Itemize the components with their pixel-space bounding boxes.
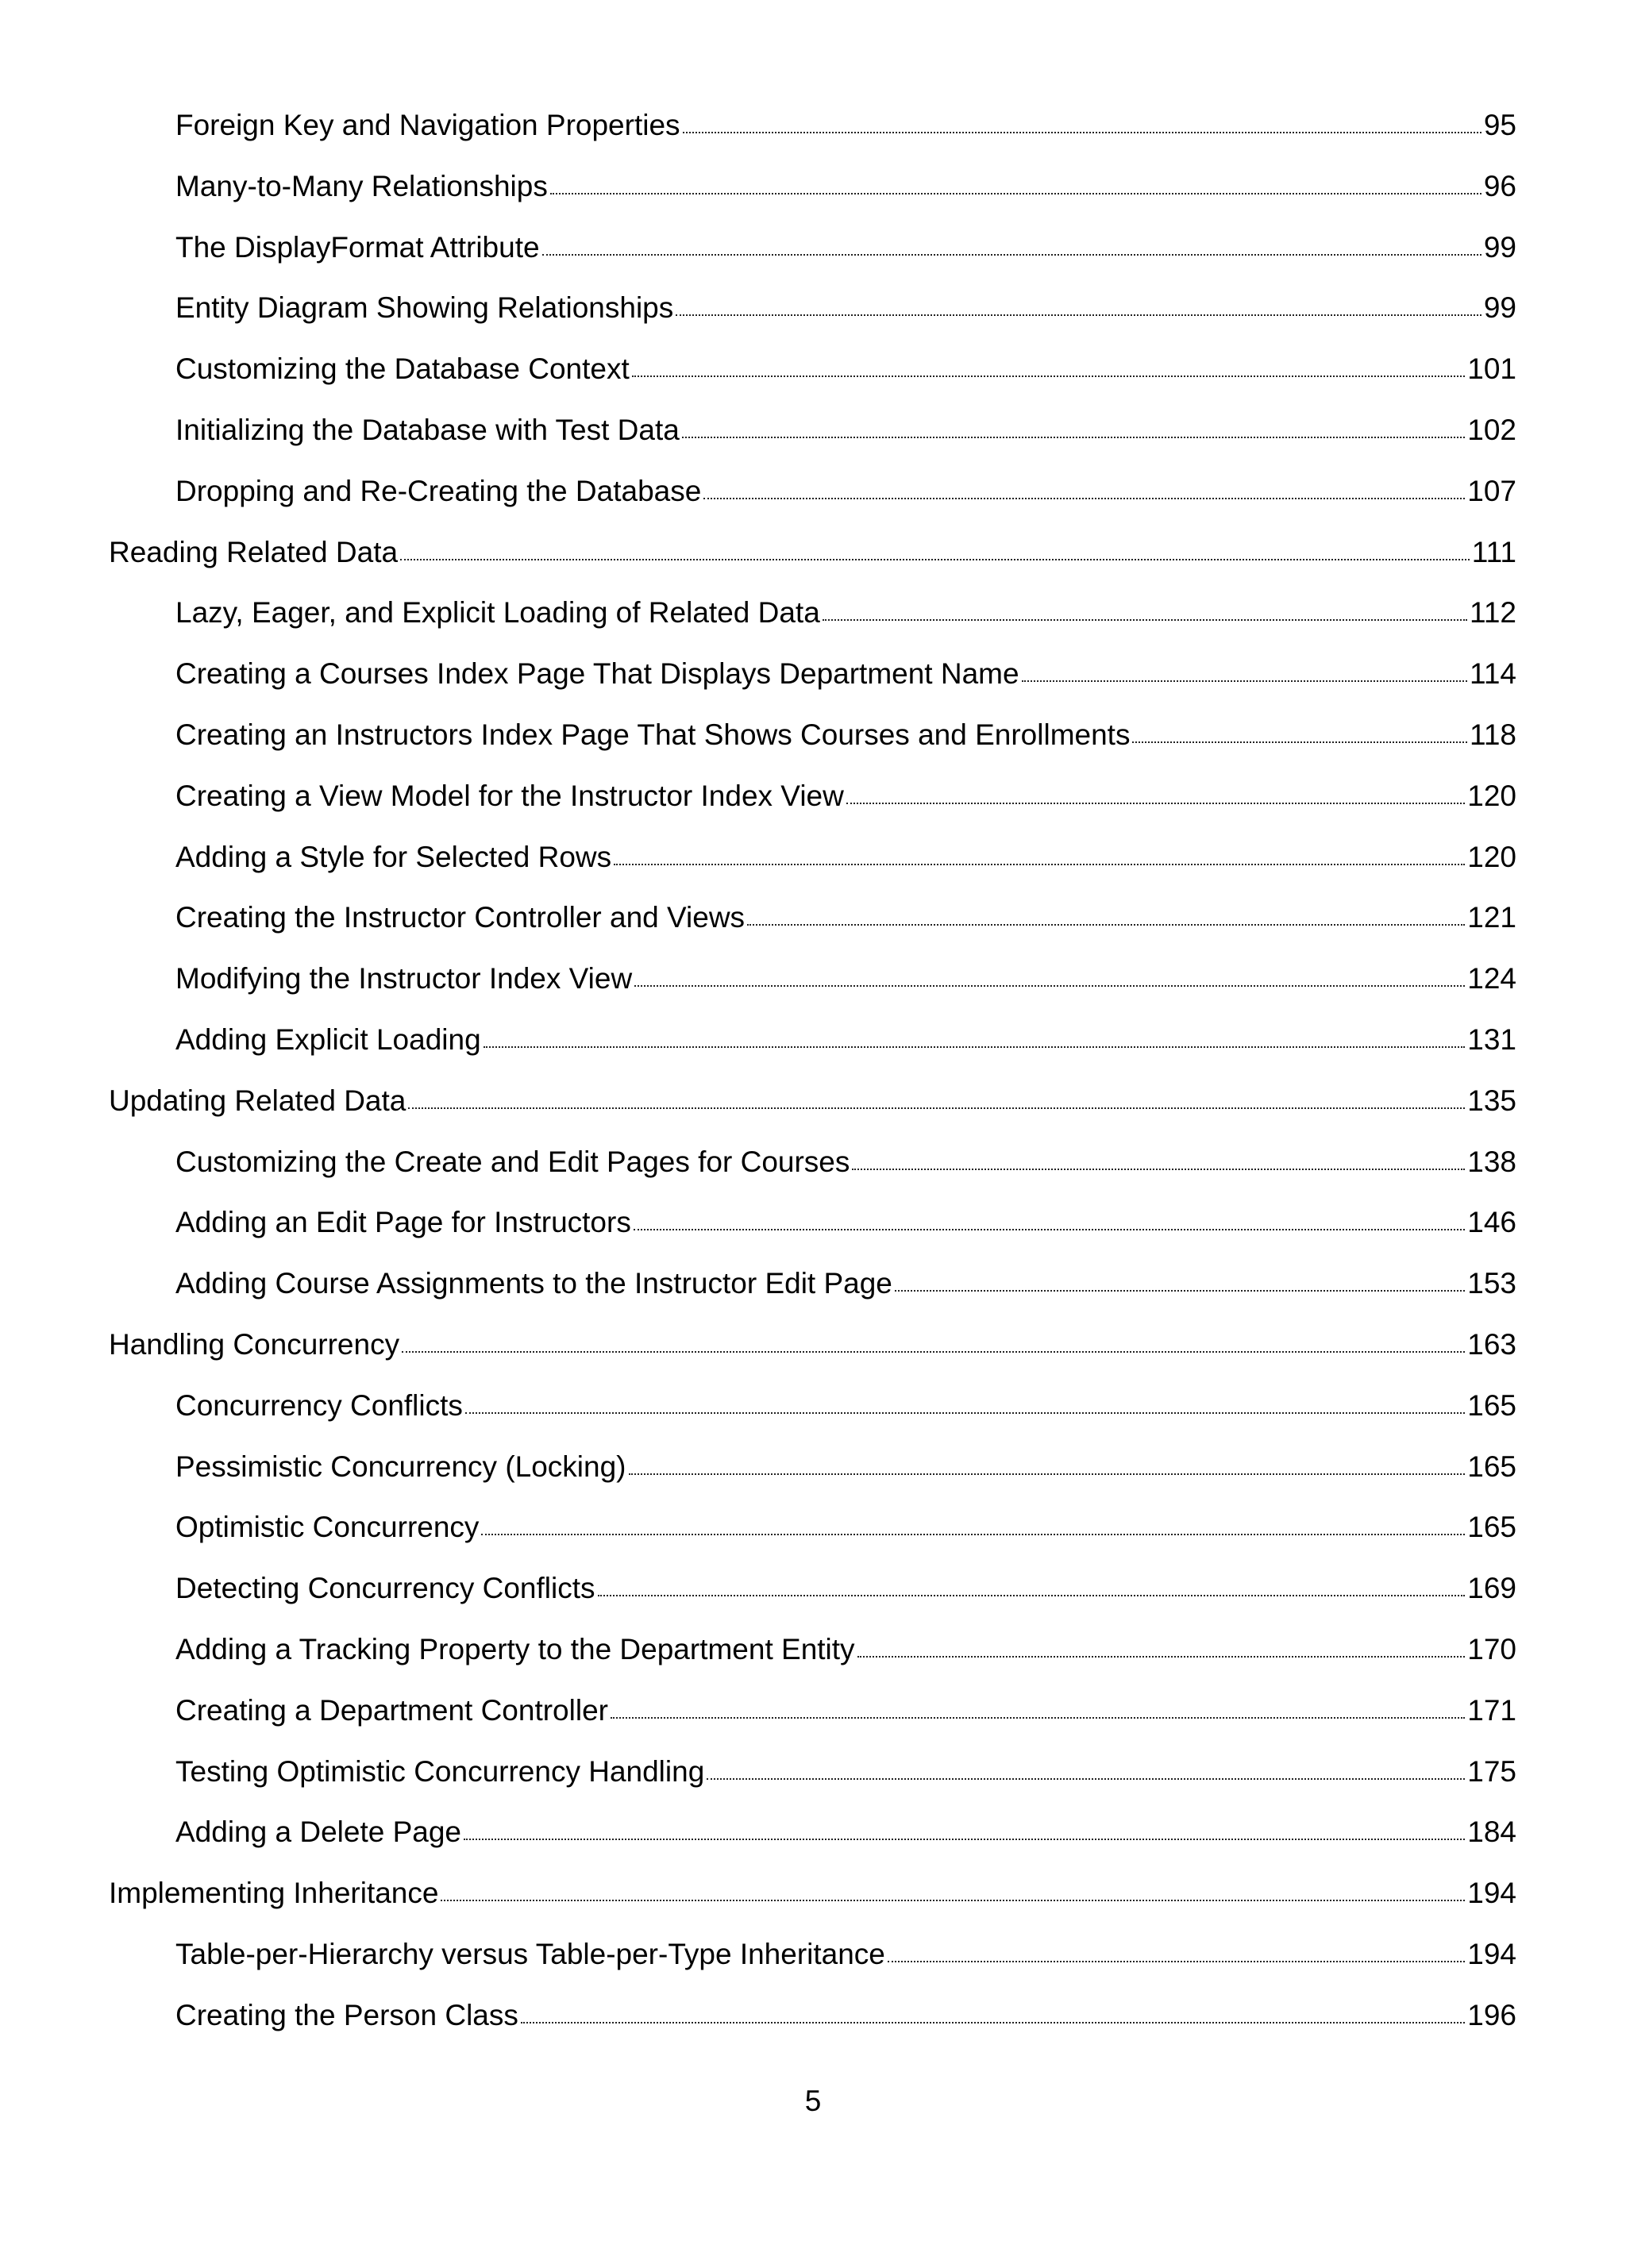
toc-entry[interactable] — [109, 1817, 1516, 1878]
toc-entry[interactable] — [109, 1269, 1516, 1330]
toc-dot-leader — [634, 984, 1465, 987]
toc-entry[interactable] — [109, 537, 1516, 599]
toc-dot-leader — [846, 801, 1465, 804]
toc-entry-page-number: 169 — [1467, 1572, 1516, 1605]
toc-entry-page-number: 171 — [1467, 1693, 1516, 1727]
toc-dot-leader — [682, 435, 1465, 438]
toc-entry-title: Optimistic Concurrency — [175, 1511, 480, 1544]
toc-dot-leader — [550, 191, 1482, 194]
toc-entry-title: Initializing the Database with Test Data — [175, 413, 680, 446]
toc-entry-page-number: 121 — [1467, 901, 1516, 934]
toc-entry-title: Entity Diagram Showing Relationships — [175, 291, 674, 325]
toc-entry-page-number: 112 — [1470, 596, 1516, 630]
toc-entry-page-number: 196 — [1467, 1998, 1516, 2031]
toc-entry[interactable] — [109, 476, 1516, 537]
toc-dot-leader — [481, 1532, 1465, 1535]
toc-entry[interactable] — [109, 1693, 1516, 1757]
toc-entry-page-number: 165 — [1467, 1511, 1516, 1544]
toc-entry-title: Adding Course Assignments to the Instructor Edit Page — [175, 1267, 892, 1300]
toc-entry-title: Customizing the Database Context — [175, 352, 630, 386]
toc-entry-title: Reading Related Data — [109, 535, 399, 568]
toc-dot-leader — [400, 557, 1470, 560]
toc-entry-page-number: 163 — [1467, 1327, 1516, 1361]
toc-entry-page-number: 102 — [1467, 413, 1516, 446]
toc-entry[interactable] — [109, 598, 1516, 659]
toc-entry[interactable] — [109, 1939, 1516, 2000]
toc-entry-page-number: 131 — [1467, 1022, 1516, 1056]
toc-entry[interactable] — [109, 1754, 1516, 1818]
toc-entry-title: Foreign Key and Navigation Properties — [175, 109, 680, 141]
toc-entry[interactable] — [109, 1086, 1516, 1147]
toc-entry-title: Creating a Department Controller — [175, 1693, 608, 1727]
toc-dot-leader — [857, 1654, 1466, 1658]
toc-entry[interactable] — [109, 230, 1516, 294]
toc-entry[interactable] — [109, 171, 1516, 233]
toc-entry-title: Creating an Instructors Index Page That Shows Courses and Enrollments — [175, 718, 1131, 751]
toc-entry-title: Adding a Tracking Property to the Department Entity — [175, 1632, 855, 1665]
toc-dot-leader — [683, 130, 1482, 133]
toc-entry[interactable] — [109, 659, 1516, 720]
toc-entry[interactable] — [109, 415, 1516, 476]
toc-entry[interactable] — [109, 110, 1516, 171]
toc-entry-page-number: 120 — [1467, 779, 1516, 812]
toc-dot-leader — [465, 1411, 1465, 1414]
toc-dot-leader — [402, 1350, 1465, 1353]
toc-entry-page-number: 146 — [1467, 1206, 1516, 1239]
toc-entry-title: Creating a View Model for the Instructor Index View — [175, 779, 844, 812]
toc-entry-page-number: 95 — [1483, 109, 1516, 141]
toc-dot-leader — [703, 496, 1465, 499]
toc-entry-title: Concurrency Conflicts — [175, 1388, 463, 1422]
toc-entry-page-number: 153 — [1467, 1267, 1516, 1300]
toc-entry-title: Table-per-Hierarchy versus Table-per-Type Inheritance — [175, 1937, 885, 1970]
toc-entry-page-number: 118 — [1470, 718, 1516, 751]
toc-entry-page-number: 99 — [1483, 230, 1516, 264]
toc-entry-title: Creating the Instructor Controller and Views — [175, 901, 746, 934]
toc-dot-leader — [634, 1227, 1465, 1230]
toc-dot-leader — [632, 374, 1466, 377]
toc-entry-page-number: 165 — [1467, 1450, 1516, 1483]
toc-dot-leader — [408, 1106, 1465, 1109]
toc-entry[interactable] — [109, 720, 1516, 781]
toc-dot-leader — [823, 618, 1467, 621]
toc-entry[interactable] — [109, 1147, 1516, 1208]
toc-entry[interactable] — [109, 1632, 1516, 1696]
toc-entry-title: Creating a Courses Index Page That Displays Department Name — [175, 657, 1019, 691]
toc-entry-page-number: 135 — [1467, 1084, 1516, 1117]
toc-dot-leader — [888, 1959, 1465, 1962]
table-of-contents — [109, 110, 1516, 2062]
toc-dot-leader — [611, 1715, 1465, 1719]
toc-entry-title: Many-to-Many Relationships — [175, 169, 548, 202]
toc-entry-page-number: 107 — [1467, 474, 1516, 507]
toc-dot-leader — [441, 1898, 1465, 1901]
toc-entry-page-number: 120 — [1467, 840, 1516, 873]
toc-entry-page-number: 101 — [1467, 352, 1516, 386]
toc-entry-title: The DisplayFormat Attribute — [175, 230, 540, 264]
toc-dot-leader — [521, 2020, 1465, 2023]
toc-dot-leader — [629, 1472, 1466, 1475]
toc-entry-title: Testing Optimistic Concurrency Handling — [175, 1754, 705, 1788]
toc-entry-title: Creating the Person Class — [175, 1998, 518, 2031]
toc-entry-page-number: 138 — [1467, 1145, 1516, 1178]
toc-entry[interactable] — [109, 842, 1516, 903]
toc-entry[interactable] — [109, 1512, 1516, 1573]
toc-entry[interactable] — [109, 1207, 1516, 1269]
toc-entry-title: Implementing Inheritance — [109, 1877, 439, 1910]
toc-entry[interactable] — [109, 1573, 1516, 1635]
toc-entry-title: Dropping and Re-Creating the Database — [175, 474, 702, 507]
toc-dot-leader — [676, 313, 1482, 316]
toc-entry-page-number: 194 — [1467, 1937, 1516, 1970]
toc-entry-title: Adding an Edit Page for Instructors — [175, 1206, 631, 1239]
toc-entry-page-number: 111 — [1471, 535, 1516, 568]
toc-dot-leader — [852, 1167, 1465, 1170]
toc-entry-title: Adding a Style for Selected Rows — [175, 840, 612, 873]
toc-entry-title: Customizing the Create and Edit Pages for Courses — [175, 1145, 850, 1178]
toc-entry[interactable] — [109, 1878, 1516, 1939]
toc-entry[interactable] — [109, 293, 1516, 354]
toc-entry-page-number: 184 — [1467, 1816, 1516, 1849]
toc-dot-leader — [707, 1777, 1465, 1780]
toc-dot-leader — [1022, 679, 1467, 682]
toc-dot-leader — [484, 1045, 1466, 1048]
toc-dot-leader — [464, 1837, 1465, 1840]
toc-entry-page-number: 124 — [1467, 962, 1516, 995]
toc-entry-title: Adding Explicit Loading — [175, 1022, 481, 1056]
toc-dot-leader — [614, 862, 1465, 865]
toc-dot-leader — [747, 922, 1465, 926]
toc-dot-leader — [542, 252, 1482, 256]
toc-entry-title: Detecting Concurrency Conflicts — [175, 1572, 595, 1605]
toc-entry-page-number: 96 — [1483, 169, 1516, 202]
toc-entry-page-number: 170 — [1467, 1632, 1516, 1665]
toc-dot-leader — [895, 1288, 1465, 1292]
toc-entry[interactable] — [109, 1022, 1516, 1086]
toc-entry-title: Adding a Delete Page — [175, 1816, 461, 1849]
toc-entry-page-number: 194 — [1467, 1877, 1516, 1910]
toc-entry[interactable] — [109, 1388, 1516, 1452]
toc-entry-title: Pessimistic Concurrency (Locking) — [175, 1450, 626, 1483]
toc-entry[interactable] — [109, 2000, 1516, 2062]
toc-entry[interactable] — [109, 1327, 1516, 1391]
toc-entry[interactable] — [109, 903, 1516, 964]
toc-dot-leader — [598, 1593, 1466, 1596]
toc-entry-title: Handling Concurrency — [109, 1327, 400, 1361]
toc-entry-page-number: 99 — [1483, 291, 1516, 325]
toc-entry-page-number: 165 — [1467, 1388, 1516, 1422]
toc-entry-title: Modifying the Instructor Index View — [175, 962, 633, 995]
toc-entry[interactable] — [109, 964, 1516, 1025]
toc-entry-title: Lazy, Eager, and Explicit Loading of Related Data — [175, 596, 820, 630]
toc-entry[interactable] — [109, 1452, 1516, 1513]
toc-entry[interactable] — [109, 781, 1516, 842]
page-number: 5 — [804, 2085, 822, 2117]
toc-entry-page-number: 114 — [1470, 657, 1516, 691]
toc-entry-title: Updating Related Data — [109, 1084, 406, 1117]
toc-dot-leader — [1132, 740, 1467, 743]
toc-entry-page-number: 175 — [1467, 1754, 1516, 1788]
toc-entry[interactable] — [109, 354, 1516, 415]
